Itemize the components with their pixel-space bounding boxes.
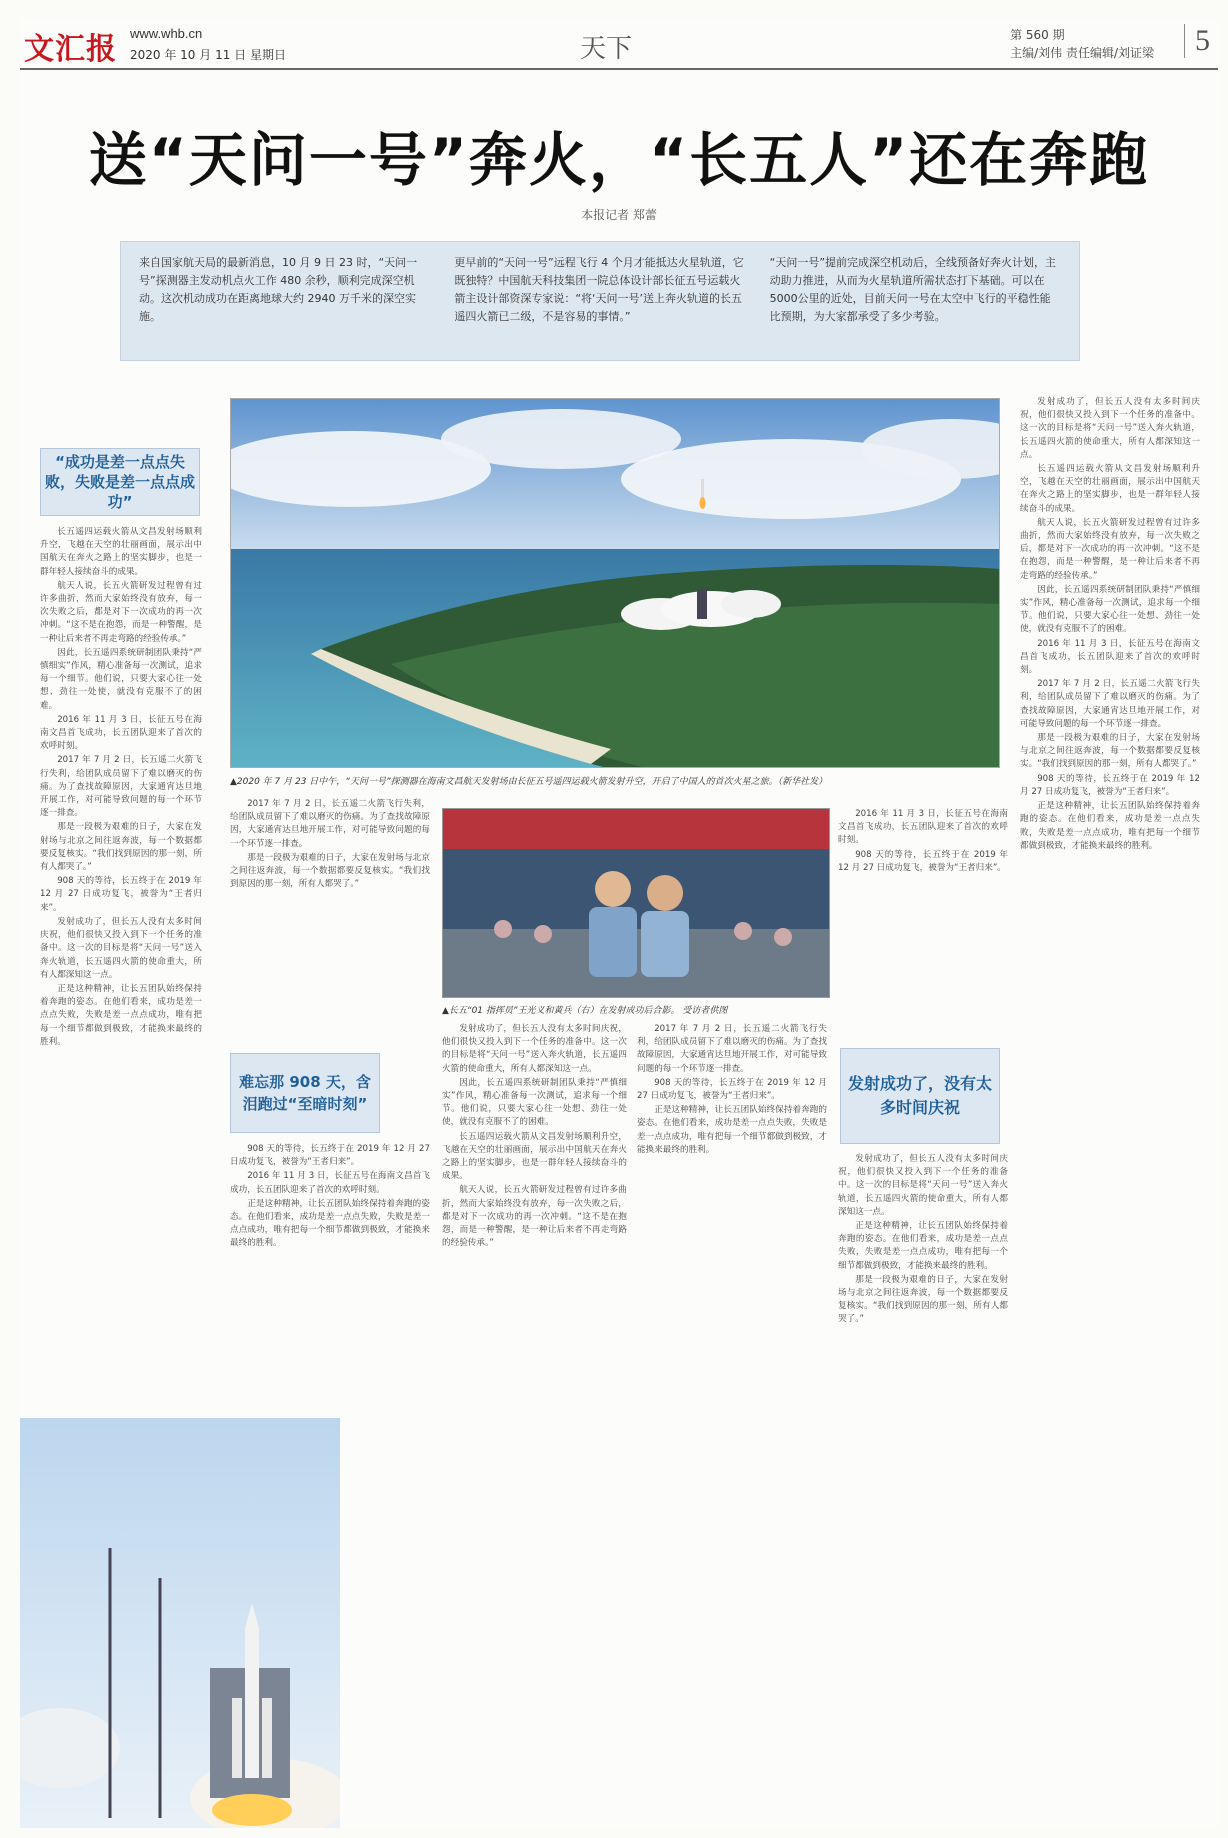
body-paragraph: 长五遥四运载火箭从文昌发射场顺利升空，飞越在天空的壮丽画面，展示出中国航天在奔火之路上的坚实脚步，也是一群年轻人接续奋斗的成果。 [40, 527, 202, 577]
rocket-image [20, 1418, 340, 1828]
pull-quote-1: “成功是差一点点失败，失败是差一点点成功” [40, 448, 200, 516]
body-paragraph: 发射成功了，但长五人没有太多时间庆祝，他们很快又投入到下一个任务的准备中。这一次的目标是将“天问一号”送入奔火轨道，长五遥四火箭的使命重大，所有人都深知这一点。 [442, 1024, 627, 1074]
body-paragraph: 长五遥四运载火箭从文昌发射场顺利升空，飞越在天空的壮丽画面，展示出中国航天在奔火之路上的坚实脚步，也是一群年轻人接续奋斗的成果。 [1020, 464, 1200, 514]
body-paragraph: 长五遥四运载火箭从文昌发射场顺利升空，飞越在天空的壮丽画面，展示出中国航天在奔火之路上的坚实脚步，也是一群年轻人接续奋斗的成果。 [442, 1131, 627, 1182]
right-middle-column [838, 808, 1008, 1048]
left-column [40, 526, 202, 1406]
body-paragraph: 2016 年 11 月 3 日，长征五号在海南文昌首飞成功，长五团队迎来了首次的欢呼时刻。 [1020, 638, 1200, 676]
body-paragraph: 航天人说，长五火箭研发过程曾有过许多曲折，然而大家始终没有放弃，每一次失败之后，都是对下一次成功的再一次冲刺。“这不是在抱怨，而是一种警醒，是一种让后来者不再走弯路的经验传承。” [1020, 517, 1200, 581]
body-paragraph: 那是一段极为艰难的日子，大家在发射场与北京之间往返奔波，每一个数据都要反复核实。“我们找到原因的那一刻，所有人都哭了。” [1020, 733, 1200, 770]
issue-info [1010, 26, 1154, 62]
center-right-column [637, 1023, 827, 1823]
mid-left-column [230, 798, 430, 1058]
body-paragraph: 因此，长五遥四系统研制团队秉持“严慎细实”作风，精心准备每一次测试，追求每一个细节。他们说，只要大家心往一处想、劲往一处使，就没有克服不了的困难。 [1020, 584, 1200, 635]
issue-date: 2020 年 10 月 11 日 星期日 [130, 48, 286, 62]
lead-box [120, 241, 1080, 361]
photo-caption-2: ▲长五“01 指挥员”王光义和黄兵（右）在发射成功后合影。 受访者供图 [442, 1006, 728, 1016]
pull-quote-2: 难忘那 908 天，含泪跑过“至暗时刻” [230, 1053, 380, 1133]
body-paragraph: 908 天的等待，长五终于在 2019 年 12 月 27 日成功复飞，被誉为“王者归来”。 [40, 876, 202, 913]
site-url: www.whb.cn [130, 26, 203, 41]
body-paragraph: 发射成功了，但长五人没有太多时间庆祝，他们很快又投入到下一个任务的准备中。这一次的目标是将“天问一号”送入奔火轨道，长五遥四火箭的使命重大，所有人都深知这一点。 [1020, 397, 1200, 460]
lead-paragraph: 来自国家航天局的最新消息，10 月 9 日 23 时，“天问一号”探测器主发动机点火工作 480 余秒，顺利完成深空机动。这次机动成功在距离地球大约 2940 万千米的深空实施。 [139, 256, 418, 323]
launch-photo [230, 398, 1000, 768]
body-paragraph: 正是这种精神，让长五团队始终保持着奔跑的姿态。在他们看来，成功是差一点点失败，失败是差一点点成功，唯有把每一个细节都做到极致，才能换来最终的胜利。 [40, 983, 202, 1047]
body-paragraph: 908 天的等待，长五终于在 2019 年 12 月 27 日成功复飞，被誉为“王者归来”。 [637, 1077, 827, 1102]
newspaper-page [20, 18, 1218, 1828]
body-paragraph: 发射成功了，但长五人没有太多时间庆祝，他们很快又投入到下一个任务的准备中。这一次的目标是将“天问一号”送入奔火轨道，长五遥四火箭的使命重大，所有人都深知这一点。 [40, 916, 202, 980]
body-paragraph: 正是这种精神，让长五团队始终保持着奔跑的姿态。在他们看来，成功是差一点点失败，失败是差一点点成功，唯有把每一个细节都做到极致，才能换来最终的胜利。 [230, 1198, 430, 1249]
body-paragraph: 正是这种精神，让长五团队始终保持着奔跑的姿态。在他们看来，成功是差一点点失败，失败是差一点点成功，唯有把每一个细节都做到极致，才能换来最终的胜利。 [1020, 801, 1200, 851]
team-image [443, 809, 830, 998]
launch-image [231, 399, 1000, 768]
body-paragraph: 发射成功了，但长五人没有太多时间庆祝，他们很快又投入到下一个任务的准备中。这一次的目标是将“天问一号”送入奔火轨道，长五遥四火箭的使命重大，所有人都深知这一点。 [838, 1154, 1008, 1217]
section-title: 天下 [580, 34, 633, 64]
body-paragraph: 2017 年 7 月 2 日，长五遥二火箭飞行失利，给团队成员留下了难以磨灭的伤痛。为了查找故障原因，大家通宵达旦地开展工作，对可能导致问题的每一个环节逐一排查。 [1020, 679, 1200, 729]
lead-paragraph: 更早前的“天问一号”远程飞行 4 个月才能抵达火星轨道，它既独特？中国航天科技集团一院总体设计部长征五号运载火箭主设计部资深专家说：“将‘天问一号’送上奔火轨道的长五遥四火箭已二级，不是容易的事情。” [454, 256, 744, 323]
page-number: 5 [1184, 24, 1210, 58]
body-paragraph: 2017 年 7 月 2 日，长五遥二火箭飞行失利，给团队成员留下了难以磨灭的伤痛。为了查找故障原因，大家通宵达旦地开展工作，对可能导致问题的每一个环节逐一排查。 [40, 755, 202, 819]
right-middle-column-2 [838, 1153, 1008, 1823]
masthead [20, 18, 1218, 70]
body-paragraph: 因此，长五遥四系统研制团队秉持“严慎细实”作风，精心准备每一次测试，追求每一个细节。他们说，只要大家心往一处想、劲往一处使，就没有克服不了的困难。 [40, 647, 202, 711]
body-paragraph: 正是这种精神，让长五团队始终保持着奔跑的姿态。在他们看来，成功是差一点点失败，失败是差一点点成功，唯有把每一个细节都做到极致，才能换来最终的胜利。 [838, 1221, 1008, 1271]
lead-paragraph: “天问一号”提前完成深空机动后，全线预备好奔火计划，主动助力推进，从而为火星轨道所需状态打下基础。可以在5000公里的近处，目前天问一号在太空中飞行的平稳性能比预期，为大家都承受了多少考验。 [769, 256, 1057, 323]
editors: 主编/刘伟 责任编辑/刘证梁 [1010, 46, 1154, 60]
body-paragraph: 那是一段极为艰难的日子，大家在发射场与北京之间往返奔波，每一个数据都要反复核实。“我们找到原因的那一刻，所有人都哭了。” [838, 1274, 1008, 1325]
right-column [1020, 396, 1200, 1816]
rocket-photo [20, 1418, 340, 1828]
body-paragraph: 908 天的等待，长五终于在 2019 年 12 月 27 日成功复飞，被誉为“王者归来”。 [838, 849, 1008, 873]
center-column [442, 1023, 627, 1823]
body-paragraph: 2016 年 11 月 3 日，长征五号在海南文昌首飞成功，长五团队迎来了首次的欢呼时刻。 [230, 1171, 430, 1195]
newspaper-logo: 文汇报 [24, 32, 117, 67]
body-paragraph: 2017 年 7 月 2 日，长五遥二火箭飞行失利，给团队成员留下了难以磨灭的伤痛。为了查找故障原因，大家通宵达旦地开展工作，对可能导致问题的每一个环节逐一排查。 [637, 1024, 827, 1074]
body-paragraph: 正是这种精神，让长五团队始终保持着奔跑的姿态。在他们看来，成功是差一点点失败，失败是差一点点成功，唯有把每一个细节都做到极致，才能换来最终的胜利。 [637, 1105, 827, 1155]
team-photo [442, 808, 830, 998]
body-paragraph: 2016 年 11 月 3 日，长征五号在海南文昌首飞成功，长五团队迎来了首次的欢呼时刻。 [40, 714, 202, 752]
body-paragraph: 2016 年 11 月 3 日，长征五号在海南文昌首飞成功，长五团队迎来了首次的欢呼时刻。 [838, 809, 1008, 846]
byline: 本报记者 郑蕾 [581, 208, 657, 222]
body-paragraph: 因此，长五遥四系统研制团队秉持“严慎细实”作风，精心准备每一次测试，追求每一个细节。他们说，只要大家心往一处想、劲往一处使，就没有克服不了的困难。 [442, 1077, 627, 1128]
headline: 送“天问一号”奔火，“长五人”还在奔跑 [88, 126, 1150, 194]
body-paragraph: 908 天的等待，长五终于在 2019 年 12 月 27 日成功复飞，被誉为“王者归来”。 [1020, 773, 1200, 797]
body-paragraph: 那是一段极为艰难的日子，大家在发射场与北京之间往返奔波，每一个数据都要反复核实。“我们找到原因的那一刻，所有人都哭了。” [40, 822, 202, 873]
body-paragraph: 908 天的等待，长五终于在 2019 年 12 月 27 日成功复飞，被誉为“王者归来”。 [230, 1144, 430, 1168]
issue-number: 第 560 期 [1010, 28, 1065, 42]
body-paragraph: 航天人说，长五火箭研发过程曾有过许多曲折，然而大家始终没有放弃，每一次失败之后，都是对下一次成功的再一次冲刺。“这不是在抱怨，而是一种警醒，是一种让后来者不再走弯路的经验传承。” [442, 1185, 627, 1249]
body-paragraph: 2017 年 7 月 2 日，长五遥二火箭飞行失利，给团队成员留下了难以磨灭的伤痛。为了查找故障原因，大家通宵达旦地开展工作，对可能导致问题的每一个环节逐一排查。 [230, 799, 430, 849]
body-paragraph: 那是一段极为艰难的日子，大家在发射场与北京之间往返奔波，每一个数据都要反复核实。“我们找到原因的那一刻，所有人都哭了。” [230, 852, 430, 890]
photo-caption-1: ▲2020 年 7 月 23 日中午，“天问一号”探测器在海南文昌航天发射场由长征五号遥四运载火箭发射升空，开启了中国人的首次火星之旅。（新华社发） [230, 777, 828, 787]
pull-quote-3: 发射成功了，没有太多时间庆祝 [840, 1048, 1000, 1144]
body-paragraph: 航天人说，长五火箭研发过程曾有过许多曲折，然而大家始终没有放弃，每一次失败之后，都是对下一次成功的再一次冲刺。“这不是在抱怨，而是一种警醒，是一种让后来者不再走弯路的经验传承。” [40, 580, 202, 644]
